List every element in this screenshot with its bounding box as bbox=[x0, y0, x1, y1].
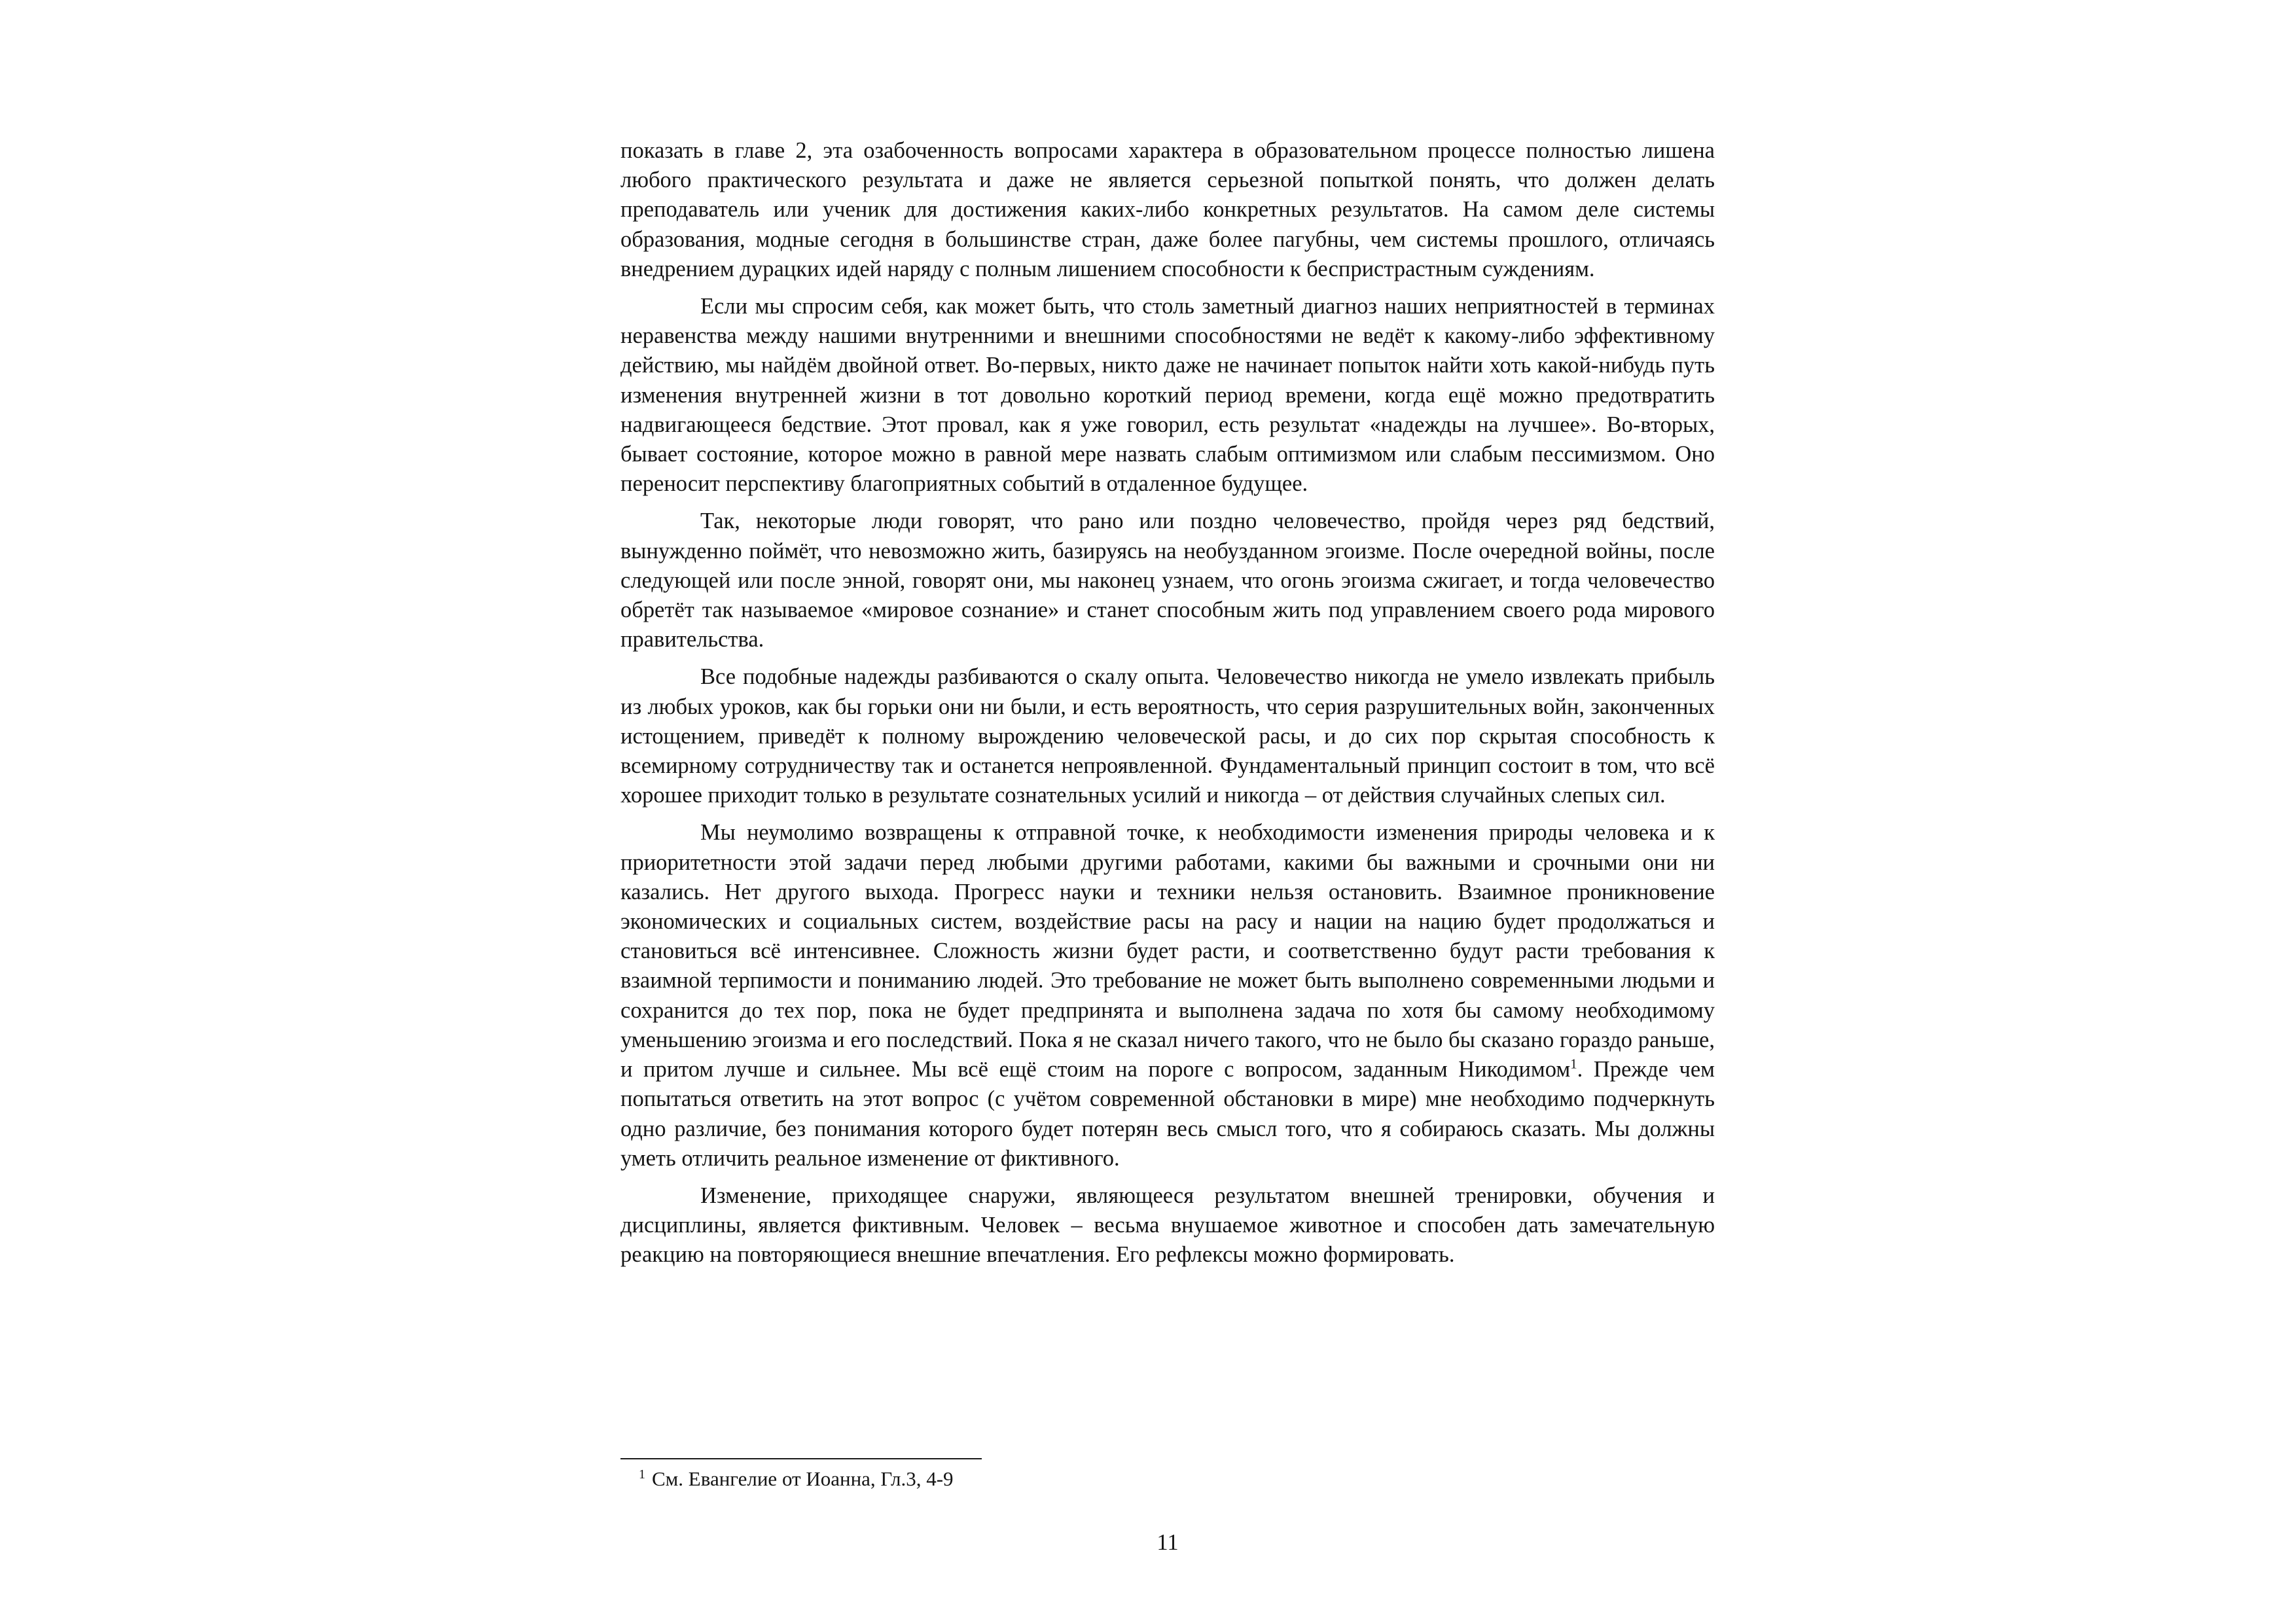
footnote bbox=[639, 1466, 1686, 1492]
paragraph-2: Если мы спросим себя, как может быть, что столь заметный диагноз наших неприятностей в терминах неравенства между нашими внутренними и внешними способностями не ведёт к какому-либо эффективному действию, мы найдём двойной ответ. Во-первых, никто даже не начинает попыток найти хоть какой-нибудь путь изменения внутренней жизни в тот довольно короткий период времени, когда ещё можно предотвратить надвигающееся бедствие. Этот провал, как я уже говорил, есть результат «надежды на лучшее». Во-вторых, бывает состояние, которое можно в равной мере назвать слабым оптимизмом или слабым пессимизмом. Оно переносит перспективу благоприятных событий в отдаленное будущее. bbox=[620, 294, 1715, 497]
paragraph-6: Изменение, приходящее снаружи, являющееся результатом внешней тренировки, обучения и дисциплины, является фиктивным. Человек – весьма внушаемое животное и способен дать замечательную реакцию на повторяющиеся внешние впечатления. Его рефлексы можно формировать. bbox=[620, 1183, 1715, 1268]
footnote-text: См. Евангелие от Иоанна, Гл.3, 4-9 bbox=[652, 1467, 954, 1490]
page-body bbox=[620, 136, 1715, 1278]
footnote-separator bbox=[620, 1458, 982, 1459]
paragraph-5 bbox=[620, 818, 1715, 1173]
page-number: 11 bbox=[1157, 1530, 1179, 1555]
paragraph-5-text-before-ref: Мы неумолимо возвращены к отправной точке, к необходимости изменения природы человека и к приоритетности этой задачи перед любыми другими работами, какими бы важными и срочными они ни казались. Нет другого выхода. Прогресс науки и техники нельзя остановить. Взаимное проникновение экономических и социальных систем, воздействие расы на расу и нации на нацию будет продолжаться и становиться всё интенсивнее. Сложность жизни будет расти, и соответственно будут расти требования к взаимной терпимости и пониманию людей. Это требование не может быть выполнено современными людьми и сохранится до тех пор, пока не будет предпринята и выполнена задача по хотя бы самому необходимому уменьшению эгоизма и его последствий. Пока я не сказал ничего такого, что не было бы сказано гораздо раньше, и притом лучше и сильнее. Мы всё ещё стоим на пороге с вопросом, заданным Никодимом bbox=[620, 820, 1715, 1082]
footnote-reference-1: 1 bbox=[1570, 1056, 1577, 1072]
footnote-marker: 1 bbox=[639, 1467, 645, 1482]
paragraph-1: показать в главе 2, эта озабоченность вопросами характера в образовательном процессе полностью лишена любого практического результата и даже не является серьезной попыткой понять, что должен делать преподаватель или ученик для достижения каких-либо конкретных результатов. На самом деле системы образования, модные сегодня в большинстве стран, даже более пагубны, чем системы прошлого, отличаясь внедрением дурацких идей наряду с полным лишением способности к беспристрастным суждениям. bbox=[620, 138, 1715, 281]
paragraph-5-text-after-ref: . Прежде чем попытаться ответить на этот вопрос (с учётом современной обстановки в мире) мне необходимо подчеркнуть одно различие, без понимания которого будет потерян весь смысл того, что я собираюсь сказать. Мы должны уметь отличить реальное изменение от фиктивного. bbox=[620, 1057, 1715, 1171]
paragraph-3: Так, некоторые люди говорят, что рано или поздно человечество, пройдя через ряд бедствий, вынужденно поймёт, что невозможно жить, базируясь на необузданном эгоизме. После очередной войны, после следующей или после энной, говорят они, мы наконец узнаем, что огонь эгоизма сжигает, и тогда человечество обретёт так называемое «мировое сознание» и станет способным жить под управлением своего рода мирового правительства. bbox=[620, 508, 1715, 652]
paragraph-4: Все подобные надежды разбиваются о скалу опыта. Человечество никогда не умело извлекать прибыль из любых уроков, как бы горьки они ни были, и есть вероятность, что серия разрушительных войн, законченных истощением, приведёт к полному вырождению человеческой расы, и до сих пор скрытая способность к всемирному сотрудничеству так и останется непроявленной. Фундаментальный принцип состоит в том, что всё хорошее приходит только в результате сознательных усилий и никогда – от действия случайных слепых сил. bbox=[620, 664, 1715, 808]
